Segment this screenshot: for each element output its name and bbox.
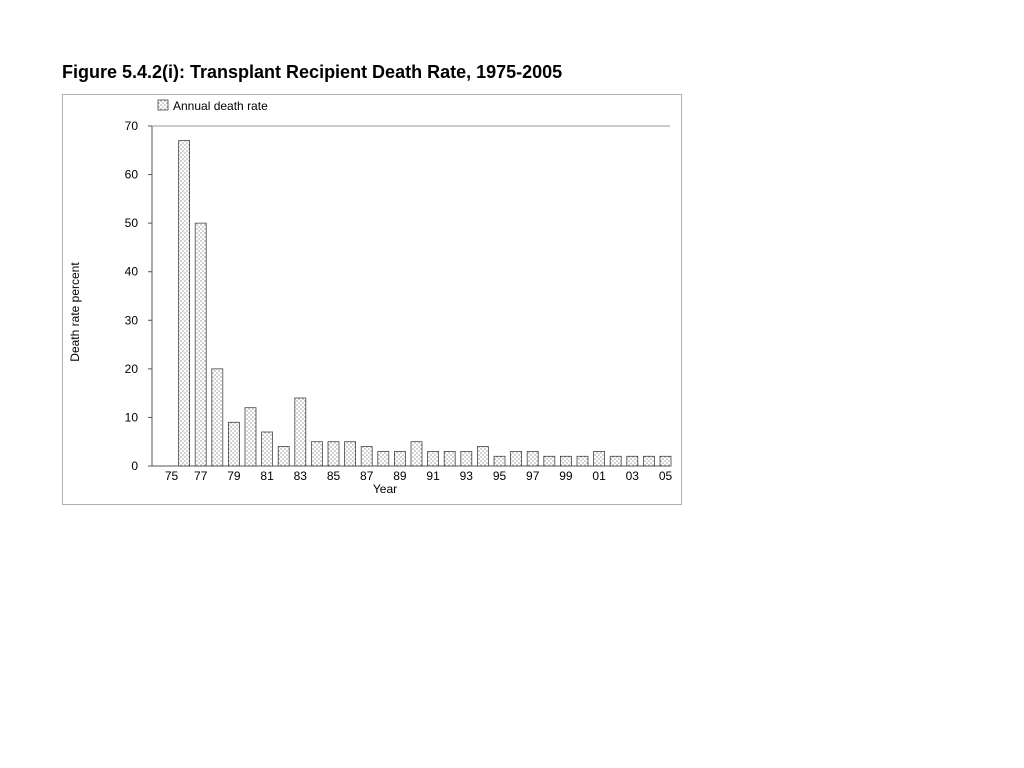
x-tick-label: 99: [559, 469, 573, 483]
bar-02: [610, 456, 621, 466]
x-tick-label: 91: [426, 469, 440, 483]
bar-00: [577, 456, 588, 466]
bar-90: [411, 442, 422, 466]
x-tick-label: 03: [625, 469, 639, 483]
bar-04: [643, 456, 654, 466]
legend: [158, 99, 268, 113]
bar-94: [477, 447, 488, 466]
bar-92: [444, 451, 455, 466]
y-tick-label: 60: [124, 167, 138, 182]
x-tick-label: 85: [326, 469, 341, 483]
y-tick-label: 70: [124, 119, 138, 133]
bar-84: [311, 442, 322, 466]
bar-83: [295, 398, 306, 466]
x-tick-label: 87: [360, 469, 374, 483]
bar-95: [494, 456, 505, 466]
x-tick-label: 01: [592, 469, 606, 483]
legend-label: Annual death rate: [173, 99, 268, 113]
bar-80: [245, 408, 256, 466]
bar-88: [378, 451, 389, 466]
bar-82: [278, 447, 289, 466]
axes: [148, 126, 670, 466]
x-tick-label: 95: [492, 469, 507, 483]
bar-85: [328, 442, 339, 466]
x-tick-label: 05: [658, 469, 673, 483]
x-tick-label: 77: [194, 469, 208, 483]
bar-86: [345, 442, 356, 466]
y-tick-label: 30: [124, 313, 138, 328]
bar-81: [262, 432, 273, 466]
bar-76: [179, 141, 190, 466]
x-tick-label: 79: [227, 469, 241, 483]
x-tick-label: 83: [293, 469, 307, 483]
y-tick-label: 50: [124, 216, 138, 231]
bar-79: [228, 422, 239, 466]
bar-97: [527, 451, 538, 466]
bar-05: [660, 456, 671, 466]
bar-87: [361, 447, 372, 466]
bars: [179, 141, 671, 466]
y-tick-label: 40: [124, 264, 138, 279]
figure-title: Figure 5.4.2(i): Transplant Recipient Death Rate, 1975-2005: [62, 62, 563, 82]
x-tick-label: 81: [260, 469, 274, 483]
bar-78: [212, 369, 223, 466]
y-tick-label: 10: [124, 410, 138, 425]
bar-77: [195, 223, 206, 466]
bar-03: [627, 456, 638, 466]
x-tick-label: 75: [164, 469, 179, 483]
bar-91: [428, 451, 439, 466]
x-tick-label: 97: [526, 469, 540, 483]
bar-98: [544, 456, 555, 466]
x-tick-label: 93: [459, 469, 473, 483]
legend-swatch: [158, 100, 168, 110]
y-tick-label: 20: [124, 361, 138, 376]
x-tick-label: 89: [393, 469, 407, 483]
bar-89: [394, 451, 405, 466]
bar-99: [560, 456, 571, 466]
labels: [68, 119, 672, 496]
y-tick-label: 0: [131, 459, 138, 473]
bar-01: [594, 451, 605, 466]
y-axis-title: Death rate percent: [68, 262, 82, 362]
x-axis-title: Year: [372, 482, 398, 496]
bar-96: [511, 451, 522, 466]
bar-93: [461, 451, 472, 466]
